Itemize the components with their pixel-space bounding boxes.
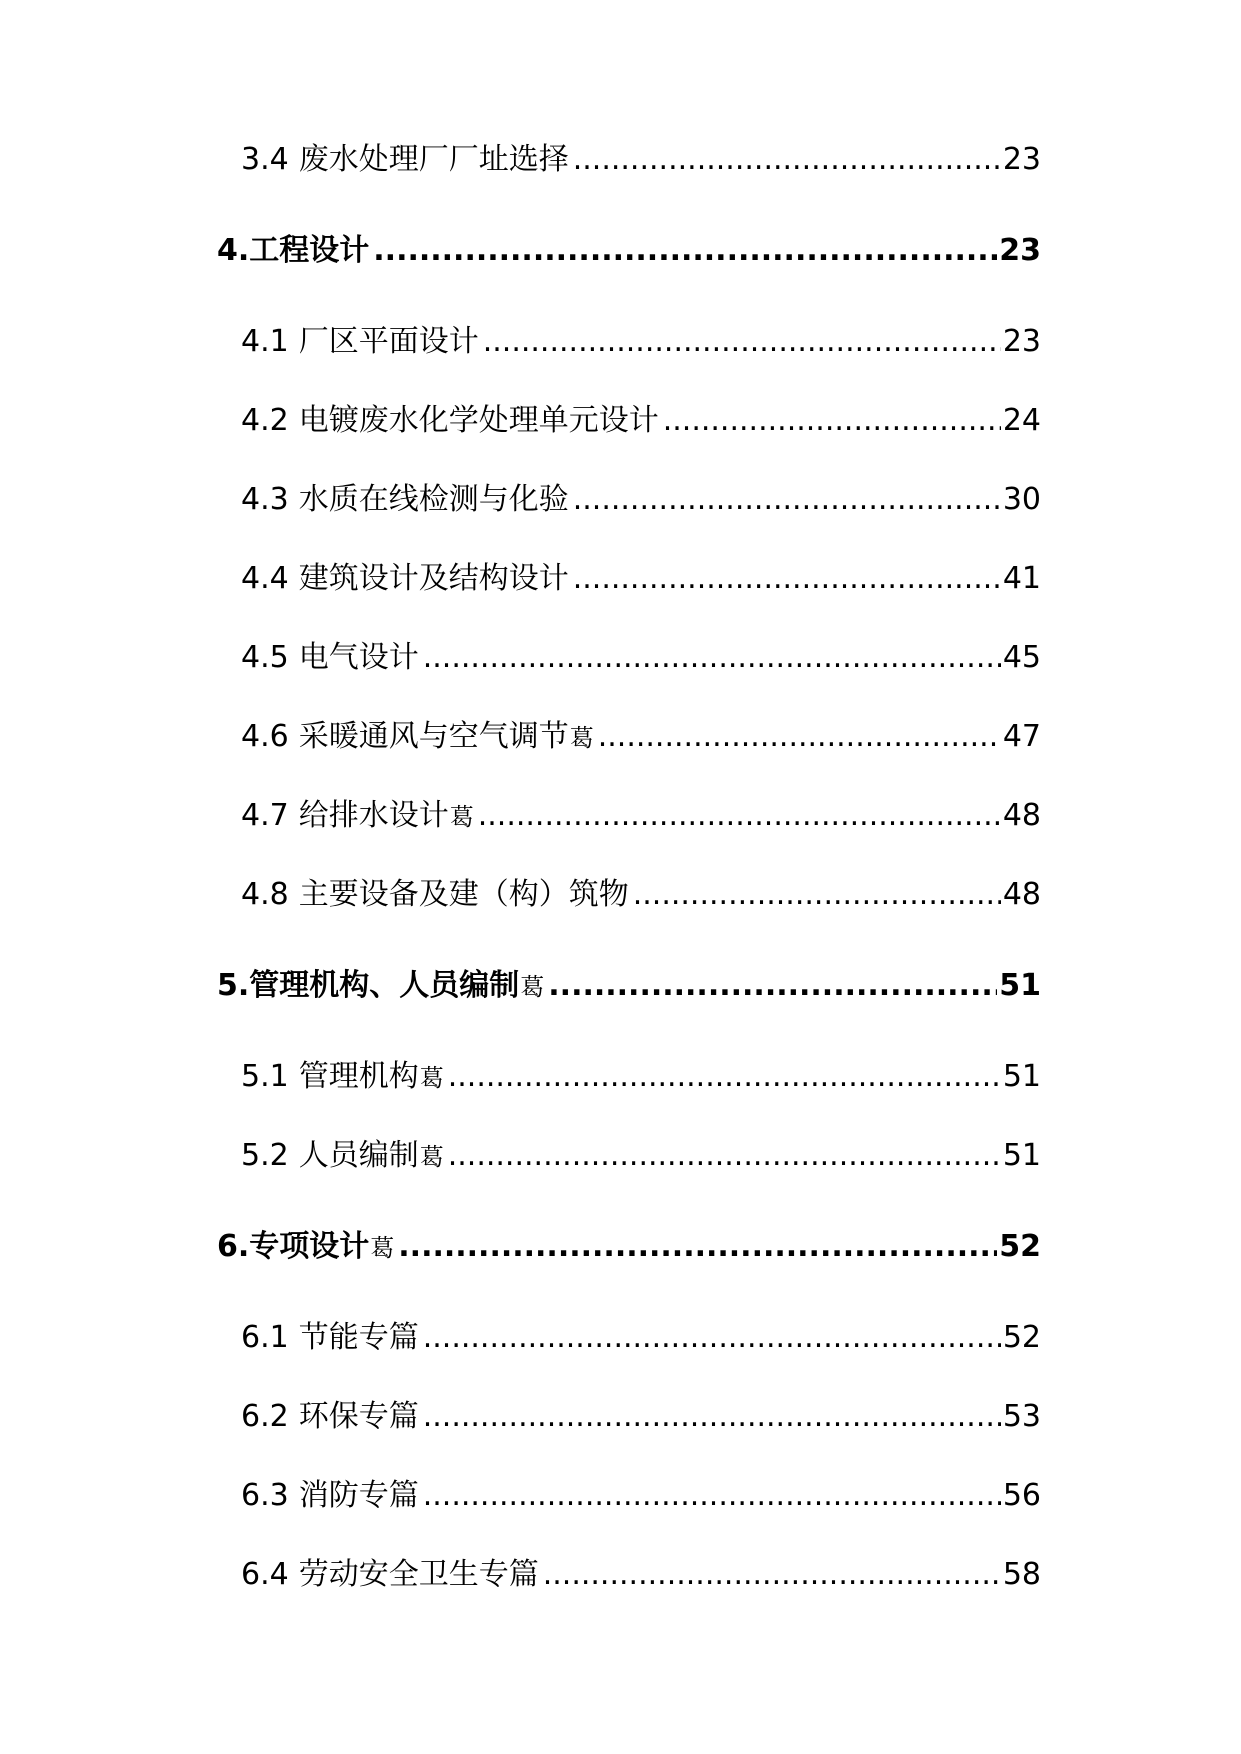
- toc-entry[interactable]: [217, 964, 1041, 1008]
- toc-entry-mark: 葛: [449, 803, 474, 831]
- toc-dot-leader: [398, 1225, 997, 1269]
- toc-entry-title: 人员编制: [298, 1138, 419, 1173]
- toc-entry[interactable]: [241, 320, 1041, 364]
- toc-dot-leader: [633, 873, 1001, 917]
- toc-entry-number: 5.1: [241, 1059, 289, 1094]
- toc-entry-number: 4.7: [241, 798, 289, 833]
- toc-entry-number: 4.3: [241, 482, 289, 517]
- toc-entry-number: 6.3: [241, 1478, 289, 1513]
- toc-entry-page: 45: [1002, 640, 1041, 675]
- toc-entry-mark: 葛: [520, 973, 545, 1001]
- toc-entry-page: 56: [1002, 1478, 1041, 1513]
- toc-entry-title: 劳动安全卫生专篇: [298, 1557, 539, 1592]
- toc-entry[interactable]: [241, 1316, 1041, 1360]
- toc-entry-number: 5.: [217, 968, 250, 1003]
- toc-entry[interactable]: [241, 636, 1041, 680]
- toc-dot-leader: [423, 636, 1001, 680]
- toc-entry-page: 48: [1002, 798, 1041, 833]
- toc-entry-number: 4.: [217, 233, 250, 268]
- toc-entry-number: 4.6: [241, 719, 289, 754]
- toc-entry-mark: 葛: [419, 1143, 444, 1171]
- toc-entry-number: 6.: [217, 1229, 250, 1264]
- toc-entry[interactable]: [241, 399, 1041, 443]
- toc-dot-leader: [548, 964, 997, 1008]
- toc-entry-number: 4.8: [241, 877, 289, 912]
- toc-dot-leader: [573, 557, 1001, 601]
- toc-entry-title: 主要设备及建（构）筑物: [298, 877, 629, 912]
- toc-entry-number: 4.2: [241, 403, 289, 438]
- toc-dot-leader: [423, 1316, 1001, 1360]
- toc-dot-leader: [663, 399, 1001, 443]
- toc-entry[interactable]: [241, 1474, 1041, 1518]
- toc-dot-leader: [478, 794, 1001, 838]
- toc-entry-page: 52: [1002, 1320, 1041, 1355]
- toc-entry-mark: 葛: [370, 1234, 395, 1262]
- toc-entry-mark: 葛: [569, 724, 594, 752]
- toc-entry-number: 6.4: [241, 1557, 289, 1592]
- toc-entry-number: 4.4: [241, 561, 289, 596]
- toc-entry-number: 6.1: [241, 1320, 289, 1355]
- toc-entry-page: 23: [999, 233, 1041, 268]
- toc-entry-title: 水质在线检测与化验: [298, 482, 569, 517]
- toc-dot-leader: [373, 229, 997, 273]
- toc-entry-page: 53: [1002, 1399, 1041, 1434]
- toc-entry-title: 电气设计: [298, 640, 419, 675]
- toc-dot-leader: [573, 478, 1001, 522]
- toc-dot-leader: [448, 1055, 1001, 1099]
- toc-dot-leader: [448, 1134, 1001, 1178]
- toc-entry[interactable]: [241, 1134, 1041, 1178]
- toc-dot-leader: [423, 1395, 1001, 1439]
- toc-entry-page: 30: [1002, 482, 1041, 517]
- toc-entry[interactable]: [241, 1395, 1041, 1439]
- toc-dot-leader: [573, 138, 1001, 182]
- toc-entry-number: 4.5: [241, 640, 289, 675]
- toc-entry-title: 节能专篇: [298, 1320, 419, 1355]
- toc-entry-page: 48: [1002, 877, 1041, 912]
- toc-dot-leader: [598, 715, 1001, 759]
- toc-entry[interactable]: [241, 138, 1041, 182]
- toc-entry-page: 23: [1002, 142, 1041, 177]
- toc-entry-page: 24: [1002, 403, 1041, 438]
- toc-entry[interactable]: [241, 873, 1041, 917]
- toc-entry-page: 51: [1002, 1059, 1041, 1094]
- toc-entry[interactable]: [241, 557, 1041, 601]
- toc-entry-mark: 葛: [419, 1064, 444, 1092]
- toc-entry-number: 5.2: [241, 1138, 289, 1173]
- toc-entry[interactable]: [241, 794, 1041, 838]
- toc-entry[interactable]: [241, 715, 1041, 759]
- toc-entry-page: 23: [1002, 324, 1041, 359]
- toc-entry[interactable]: [241, 1055, 1041, 1099]
- toc-dot-leader: [423, 1474, 1001, 1518]
- toc-entry-title: 建筑设计及结构设计: [298, 561, 569, 596]
- toc-entry-number: 6.2: [241, 1399, 289, 1434]
- toc-entry-page: 58: [1002, 1557, 1041, 1592]
- toc-entry-title: 管理机构、人员编制: [249, 968, 520, 1003]
- toc-entry-title: 厂区平面设计: [298, 324, 479, 359]
- toc-entry-page: 41: [1002, 561, 1041, 596]
- toc-entry-number: 3.4: [241, 142, 289, 177]
- toc-entry[interactable]: [241, 478, 1041, 522]
- toc-entry-page: 52: [999, 1229, 1041, 1264]
- toc-entry-title: 管理机构: [298, 1059, 419, 1094]
- toc-entry-page: 51: [999, 968, 1041, 1003]
- toc-entry[interactable]: [217, 229, 1041, 273]
- toc-entry-title: 工程设计: [249, 233, 370, 268]
- toc-dot-leader: [543, 1553, 1001, 1597]
- toc-entry-title: 专项设计: [249, 1229, 370, 1264]
- toc-entry-page: 47: [1002, 719, 1041, 754]
- toc-entry-title: 环保专篇: [298, 1399, 419, 1434]
- toc-entry-number: 4.1: [241, 324, 289, 359]
- toc-entry-title: 消防专篇: [298, 1478, 419, 1513]
- toc-entry-title: 采暖通风与空气调节: [298, 719, 569, 754]
- toc-entry-title: 电镀废水化学处理单元设计: [298, 403, 659, 438]
- toc-entry[interactable]: [241, 1553, 1041, 1597]
- toc-entry[interactable]: [217, 1225, 1041, 1269]
- toc-entry-title: 废水处理厂厂址选择: [298, 142, 569, 177]
- toc-dot-leader: [483, 320, 1001, 364]
- toc-entry-page: 51: [1002, 1138, 1041, 1173]
- toc-entry-title: 给排水设计: [298, 798, 449, 833]
